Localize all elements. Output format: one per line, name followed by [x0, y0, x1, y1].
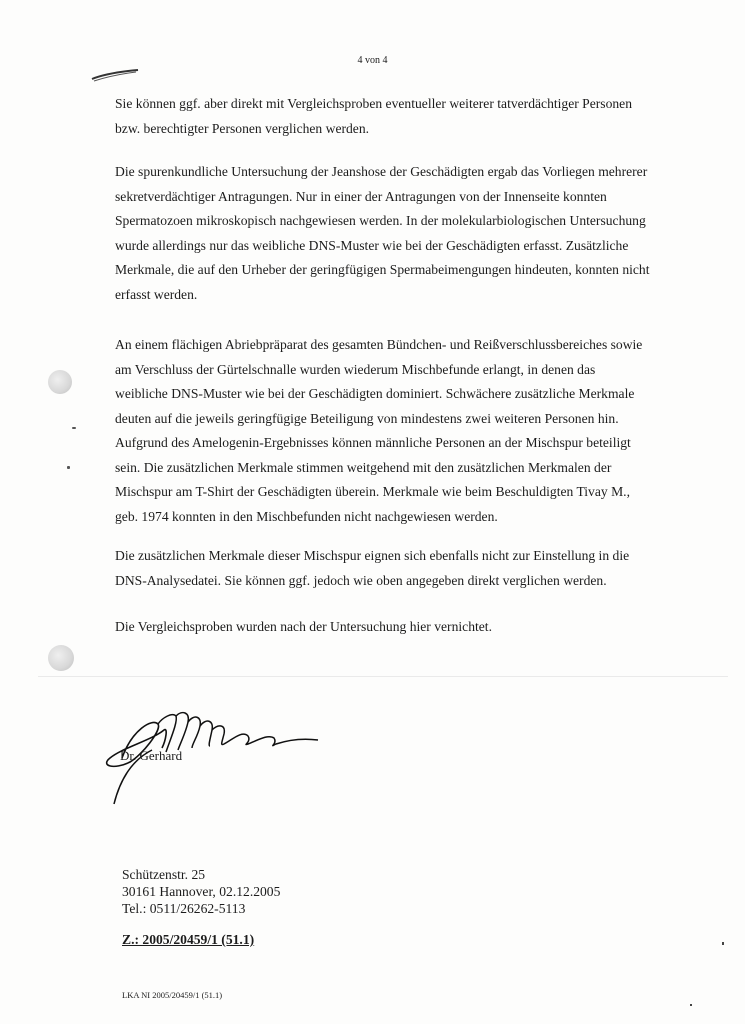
fold-line — [38, 676, 728, 677]
paragraph-2: Die spurenkundliche Untersuchung der Jeanshose der Geschädigten ergab das Vorliegen mehrerer sekretverdächtiger Antragungen. Nur in einer der Antragungen von der Innenseite konnten Spermatozoen mikroskopisch nachgewiesen werden. In der molekularbiologischen Untersuchung wurde allerdings nur das weibliche DNS-Muster wie bei der Geschädigten erfasst. Zusätzliche Merkmale, die auf den Urheber der geringfügigen Spermabeimengungen hindeuten, konnten nicht erfasst werden. — [115, 164, 650, 302]
paper-speck — [72, 427, 76, 429]
punch-hole — [48, 645, 74, 671]
paragraph-5: Die Vergleichsproben wurden nach der Untersuchung hier vernichtet. — [115, 619, 492, 634]
paper-speck — [690, 1004, 692, 1006]
paper-speck — [722, 942, 724, 945]
address-phone: Tel.: 0511/26262-5113 — [122, 901, 246, 916]
paragraph-3: An einem flächigen Abriebpräparat des gesamten Bündchen- und Reißverschlussbereiches sowie am Verschluss der Gürtelschnalle wurden wiederum Mischbefunde erlangt, in denen das weibliche DNS-Muster wie bei der Geschädigten dominiert. Schwächere zusätzliche Merkmale deuten auf die jeweils geringfügige Beteiligung von mindestens zwei weiteren Personen hin. Aufgrund des Amelogenin-Ergebnisses können männliche Personen an der Mischspur beteiligt sein. Die zusätzlichen Merkmale stimmen weitgehend mit den zusätzlichen Merkmalen der Mischspur am T-Shirt der Geschädigten überein. Merkmale wie beim Beschuldigten Tivay M., geb. 1974 konnten in den Mischbefunden nicht nachgewiesen werden. — [115, 337, 643, 524]
footer-reference: LKA NI 2005/20459/1 (51.1) — [122, 990, 223, 1000]
address-street: Schützenstr. 25 — [122, 867, 206, 882]
pen-mark — [90, 66, 145, 86]
signer-name: Dr. Gerhard — [120, 748, 183, 763]
punch-hole — [48, 370, 72, 394]
paragraph-1: Sie können ggf. aber direkt mit Vergleichsproben eventueller weiterer tatverdächtiger Personen bzw. berechtigter Personen verglichen werden. — [115, 96, 633, 136]
address-city-date: 30161 Hannover, 02.12.2005 — [122, 884, 281, 899]
paper-speck — [67, 466, 70, 469]
page-number: 4 von 4 — [357, 55, 388, 66]
file-reference: Z.: 2005/20459/1 (51.1) — [122, 932, 255, 947]
paragraph-4: Die zusätzlichen Merkmale dieser Mischspur eignen sich ebenfalls nicht zur Einstellung in die DNS-Analysedatei. Sie können ggf. jedoch wie oben angegeben direkt verglichen werden. — [115, 548, 630, 588]
